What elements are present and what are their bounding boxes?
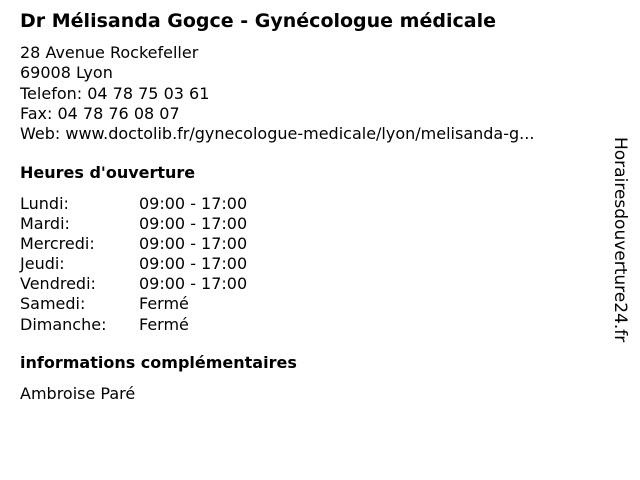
time-value: 09:00 - 17:00	[139, 274, 248, 294]
street-line: 28 Avenue Rockefeller	[20, 43, 199, 62]
day-label: Mercredi:	[20, 234, 95, 254]
day-label: Samedi:	[20, 294, 86, 314]
hours-row	[20, 254, 247, 274]
extra-info-heading: informations complémentaires	[20, 353, 297, 372]
hours-row	[20, 214, 247, 234]
hours-row	[20, 274, 247, 294]
site-watermark: Horairesdouverture24.fr	[610, 137, 630, 343]
address-block	[20, 43, 534, 144]
phone-line: Telefon: 04 78 75 03 61	[20, 83, 210, 103]
day-label: Mardi:	[20, 214, 70, 234]
day-label: Vendredi:	[20, 274, 96, 294]
day-label: Lundi:	[20, 194, 69, 213]
extra-info-text: Ambroise Paré	[20, 384, 136, 403]
time-value: Fermé	[139, 314, 189, 334]
fax-line: Fax: 04 78 76 08 07	[20, 103, 180, 123]
web-line[interactable]: Web: www.doctolib.fr/gynecologue-medicale/lyon/melisanda-g...	[20, 124, 535, 144]
time-value: 09:00 - 17:00	[139, 214, 248, 234]
hours-row	[20, 294, 247, 314]
day-label: Jeudi:	[20, 254, 65, 274]
hours-table	[20, 194, 247, 335]
time-value: 09:00 - 17:00	[139, 194, 248, 213]
hours-row	[20, 194, 247, 214]
city-line: 69008 Lyon	[20, 63, 113, 83]
time-value: Fermé	[139, 294, 189, 314]
page-title: Dr Mélisanda Gogce - Gynécologue médicale	[20, 10, 496, 32]
hours-row	[20, 234, 247, 254]
hours-row	[20, 315, 247, 335]
hours-heading: Heures d'ouverture	[20, 163, 196, 182]
day-label: Dimanche:	[20, 314, 107, 334]
time-value: 09:00 - 17:00	[139, 234, 248, 254]
time-value: 09:00 - 17:00	[139, 254, 248, 274]
